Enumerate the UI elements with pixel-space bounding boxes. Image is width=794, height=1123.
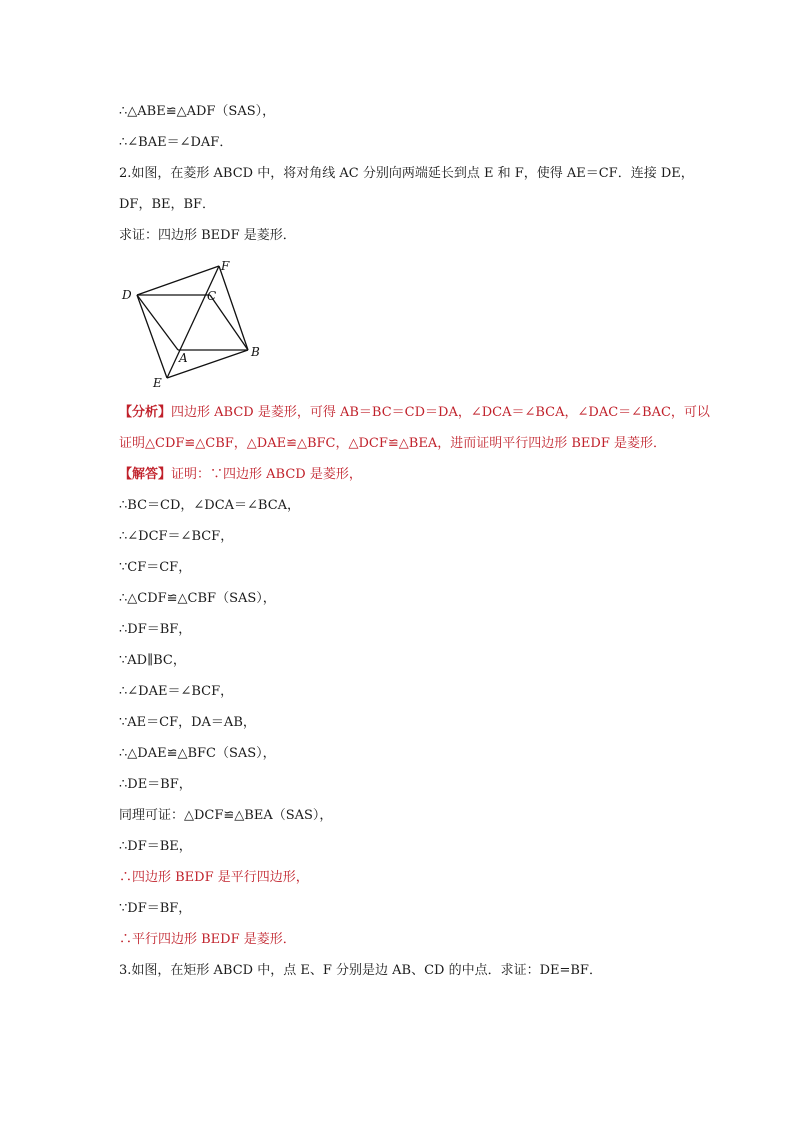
label-d: D <box>122 288 132 302</box>
rhombus-figure <box>115 256 275 392</box>
solution-step: ∴∠DCF＝∠BCF， <box>119 529 234 544</box>
question-2-prove: 求证：四边形 BEDF 是菱形． <box>119 228 296 243</box>
segment-ed <box>137 295 167 378</box>
label-b: B <box>251 345 260 359</box>
solution-step: ∴△CDF≌△CBF（SAS）， <box>119 591 276 606</box>
diagonal-ef <box>167 266 219 378</box>
solution-step: ∴∠DAE＝∠BCF， <box>119 684 234 699</box>
solution-step-highlight: ∴平行四边形 BEDF 是菱形． <box>119 932 296 947</box>
analysis-line-2: 证明△CDF≌△CBF，△DAE≌△BFC，△DCF≌△BEA，进而证明平行四边形 BEDF 是菱形． <box>119 436 666 451</box>
label-c: C <box>207 289 217 303</box>
question-2-line-2: DF，BE，BF． <box>119 197 216 212</box>
question-3-line-1: 3.如图，在矩形 ABCD 中，点 E、F 分别是边 AB、CD 的中点．求证：DE=BF． <box>119 963 602 978</box>
analysis-tag: 【分析】 <box>119 405 172 420</box>
text-line: ∴∠BAE＝∠DAF． <box>119 135 233 150</box>
label-e: E <box>153 376 162 390</box>
question-2-line-1: 2.如图，在菱形 ABCD 中，将对角线 AC 分别向两端延长到点 E 和 F，使得 AE＝CF．连接 DE， <box>119 166 694 181</box>
analysis-line-1 <box>119 404 710 422</box>
solution-step: ∴△DAE≌△BFC（SAS）， <box>119 746 276 761</box>
solution-step: ∴BC＝CD，∠DCA＝∠BCA， <box>119 498 301 513</box>
solution-step: ∵CF＝CF， <box>119 560 192 575</box>
solution-step: ∴DE＝BF， <box>119 777 192 792</box>
solution-step: ∴DF＝BF， <box>119 622 192 637</box>
solution-intro: 证明：∵四边形 ABCD 是菱形， <box>171 467 362 482</box>
segment-fb <box>219 266 248 350</box>
geometry-diagram <box>115 256 275 392</box>
solution-step: 同理可证：△DCF≌△BEA（SAS）， <box>119 808 333 823</box>
segment-ad <box>137 295 178 350</box>
solution-line-intro <box>119 466 362 484</box>
label-f: F <box>221 259 230 273</box>
solution-step: ∵DF＝BF， <box>119 901 192 916</box>
label-a: A <box>179 351 188 365</box>
solution-step: ∵AE＝CF，DA＝AB， <box>119 715 256 730</box>
solution-step: ∴DF＝BE， <box>119 839 192 854</box>
solution-step: ∵AD∥BC， <box>119 653 186 668</box>
segment-cb <box>210 295 248 350</box>
solution-step-highlight: ∴四边形 BEDF 是平行四边形， <box>119 870 309 885</box>
analysis-text: 四边形 ABCD 是菱形，可得 AB＝BC＝CD＝DA，∠DCA＝∠BCA，∠DAC＝∠BAC，可以 <box>171 405 710 420</box>
solution-tag: 【解答】 <box>119 467 172 482</box>
text-line: ∴△ABE≌△ADF（SAS）， <box>119 104 276 119</box>
